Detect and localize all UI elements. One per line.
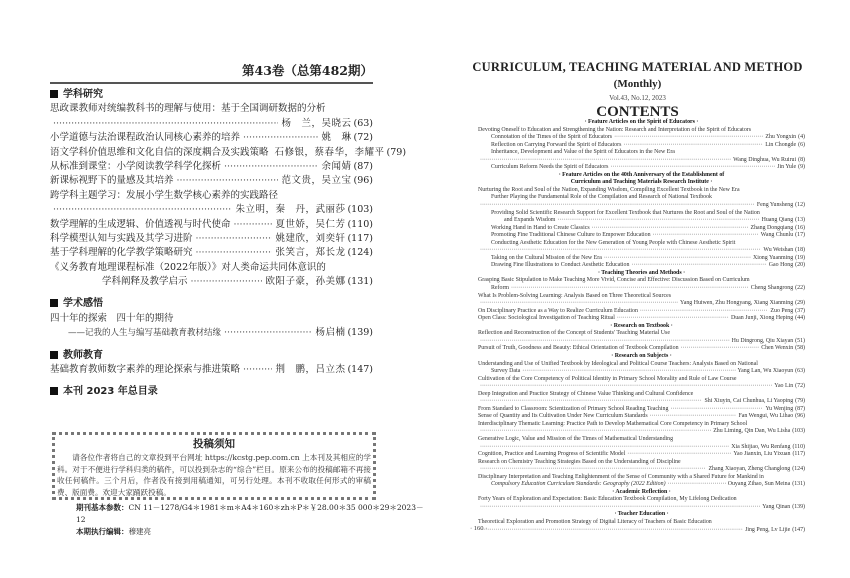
entry-page: (17): [795, 232, 805, 239]
entry-authors: Cheng Shangrong: [750, 285, 794, 292]
submission-notice-box: [52, 432, 376, 500]
leader-dots: [53, 203, 232, 217]
toc-line: [478, 376, 805, 384]
entry-title: 语文学科价值思维和文化自信的深度耦合及实践策略: [50, 146, 269, 158]
entry-page: (58): [795, 345, 805, 352]
leader-dots: [480, 202, 755, 210]
toc-line: [478, 368, 805, 376]
toc-line: [478, 149, 805, 157]
entry-title: 基础教育教师数字素养的理论探索与推进策略: [50, 364, 241, 376]
toc-line: [50, 261, 373, 275]
section-title: 本刊 2023 年总目录: [63, 386, 158, 398]
entry-authors: Yang Lan, Wu Xiaoyun: [737, 368, 794, 375]
section-heading: · Research on Textbook ·: [610, 322, 673, 329]
volume-info: Vol.43, No.12, 2023: [609, 94, 666, 102]
entry-authors: Xia Shijiao, Wu Renfang: [731, 443, 791, 450]
toc-line: [478, 519, 805, 527]
entry-title: Cognition, Practice and Learning Progress of Scientific Model: [478, 451, 626, 458]
toc-line: [478, 240, 805, 248]
section-title: 学科研究: [63, 89, 103, 100]
entry-page: (20): [795, 262, 805, 269]
toc-line: [50, 246, 373, 260]
entry-page: (103): [347, 204, 373, 216]
entry-title: 科学模型认知与实践及其学习进阶: [50, 232, 193, 244]
section-heading: · Teaching Theories and Methods ·: [597, 269, 686, 276]
toc-line: [478, 262, 805, 270]
entry-title: ——记我的人生与编写基础教育教材结缘: [68, 328, 222, 339]
toc-line: [478, 436, 805, 444]
leader-dots: [480, 300, 678, 308]
entry-authors: Yang Huiwen, Zhu Hongyang, Xiang Xianming: [680, 300, 794, 307]
entry-authors: 杨启楠: [315, 327, 346, 339]
toc-line: [478, 164, 805, 172]
entry-title: Compulsory Education Curriculum Standards: Geography (2022 Edition): [491, 481, 666, 488]
square-bullet-icon: [50, 387, 58, 395]
toc-line: [478, 391, 805, 399]
leader-dots: [53, 117, 278, 131]
leader-dots: [191, 275, 263, 289]
leader-dots: [614, 134, 763, 142]
entry-authors: Fan Wengui, Wu Lihao: [738, 413, 794, 420]
toc-line: [50, 363, 373, 377]
journal-title: CURRICULUM, TEACHING MATERIAL AND METHOD: [472, 60, 803, 74]
entry-authors: 夏世娇，吴仁芳: [275, 218, 346, 230]
toc-line: [50, 174, 373, 188]
entry-page: (131): [792, 481, 805, 488]
toc-line: [478, 428, 805, 436]
toc-line: [478, 127, 805, 135]
leader-dots: [243, 363, 272, 377]
leader-dots: [480, 504, 760, 512]
entry-title: 四十年的探索 四十年的期待: [50, 312, 174, 324]
section-heading: [50, 349, 373, 363]
entry-page: (18): [795, 247, 805, 254]
square-bullet-icon: [50, 90, 58, 98]
page-number: · 160 ·: [470, 525, 488, 532]
entry-authors: Wang Dinghua, Wu Ruirui: [733, 156, 797, 163]
leader-dots: [224, 160, 318, 174]
entry-page: (117): [347, 232, 373, 244]
leader-dots: [592, 225, 749, 233]
entry-title: 数学理解的生成逻辑、价值透视与时代使命: [50, 218, 231, 230]
toc-line: [50, 312, 373, 326]
entry-authors: Shi Xiuyin, Cai Chunhua, Li Yaoping: [704, 398, 794, 405]
entry-authors: 张笑言，郑长龙: [275, 247, 346, 259]
entry-page: (12): [795, 202, 805, 209]
entry-page: (139): [792, 503, 805, 510]
toc-line: [50, 117, 373, 131]
entry-page: (124): [792, 466, 805, 473]
leader-dots: [480, 527, 743, 535]
entry-authors: 姚建欣，刘奕轩: [275, 232, 346, 244]
entry-title: Working Hand in Hand to Create Classics: [491, 224, 590, 231]
entry-title: Research on Chemistry Teaching Strategies Based on the Understanding of Discipline: [478, 458, 681, 465]
leader-dots: [243, 131, 318, 145]
entry-page: (51): [795, 337, 805, 344]
entry-title: Cultivation of the Core Competency of Political Identity in Primary School Morality and Rule of Law Course: [478, 375, 737, 382]
entry-title: On Disciplinary Practice as a Way to Realize Curriculum Education: [478, 307, 638, 314]
toc-line: [478, 383, 805, 391]
toc-line: [50, 102, 373, 116]
entry-authors: 杨 兰，吴晓云: [281, 117, 352, 129]
entry-title: 新课标视野下的量感及其培养: [50, 175, 174, 187]
entry-authors: 欧阳子豪，孙美娜: [265, 276, 346, 288]
toc-line: [478, 255, 805, 263]
editor-label: 本期执行编辑：: [76, 527, 129, 536]
toc-line: [50, 146, 407, 160]
notice-body: 请各位作者将自己的文章投到平台网址 https://kcstg.pep.com.cn 上本刊及其相应的学科。对于不便进行学科归类的稿件，可以投到杂志的“综合”栏目。原来公布的投稿邮箱不再接收任何稿件。三个月后，作者没有接到用稿通知，可另行处理。本刊不收取任何形式的审稿费、版面费。欢迎大家踊跃投稿。: [57, 453, 371, 497]
entry-authors: 范文贵，吴立宝: [281, 175, 352, 187]
header-rule: [50, 82, 373, 84]
section-heading: · Feature Articles on the Spirit of Educators ·: [584, 119, 699, 125]
leader-dots: [480, 428, 711, 436]
leader-dots: [650, 413, 737, 421]
toc-line: [50, 218, 373, 232]
leader-dots: [604, 255, 751, 263]
toc-line: [478, 217, 805, 225]
entry-page: (72): [795, 383, 805, 390]
entry-title: Grasping Basic Stipulation to Make Teaching More Vivid, Concise and Effective: Discussion Based on Curriculum: [478, 277, 750, 284]
toc-line: [478, 285, 805, 293]
toc-line: [478, 277, 805, 285]
toc-line: [50, 160, 373, 174]
entry-title: Theoretical Exploration and Promotion Strategy of Digital Literacy of Teachers of Basic Education: [478, 518, 712, 525]
entry-page: (87): [353, 160, 373, 172]
entry-title: 基于学科理解的化学教学策略研究: [50, 247, 193, 259]
leader-dots: [480, 398, 702, 406]
leader-dots: [234, 218, 273, 232]
notice-title: 投稿须知: [193, 438, 235, 450]
entry-authors: Lin Chongde: [765, 141, 797, 148]
toc-line: [50, 131, 373, 145]
section-heading: [50, 297, 373, 311]
square-bullet-icon: [50, 299, 58, 307]
toc-line: [478, 527, 805, 535]
entry-page: (124): [347, 247, 373, 259]
toc-line: [478, 361, 805, 369]
entry-title: Open Class: Sociological Investigation of Teaching Ritual: [478, 315, 615, 322]
entry-title: 学科阐释及教学启示: [102, 276, 188, 288]
leader-dots: [522, 368, 735, 376]
leader-dots: [668, 481, 726, 489]
entry-authors: Hu Dingrong, Qiu Xiayan: [731, 337, 794, 344]
section-heading-cont: Curriculum and Teaching Materials Research Institute ·: [570, 179, 713, 186]
toc-line: [478, 466, 805, 474]
entry-authors: 石修银，蔡春华，李耀平: [274, 146, 385, 158]
entry-title: Taking on the Cultural Mission of the New Era: [491, 254, 602, 261]
entry-page: (110): [347, 218, 373, 230]
entry-authors: Chen Wenxin: [761, 345, 794, 352]
entry-page: (96): [795, 413, 805, 420]
leader-dots: [610, 164, 775, 172]
toc-line: [478, 210, 805, 218]
entry-authors: Wu Weishan: [763, 247, 794, 254]
frequency: (Monthly): [613, 78, 662, 90]
section-heading: · Research on Subjects ·: [611, 352, 672, 359]
entry-page: (63): [795, 368, 805, 375]
params-value: CN 11－1278/G4＊1981＊m＊A4＊160＊zh＊P＊￥28.00＊35 000＊29＊2023－12: [76, 503, 424, 524]
section-heading: · Feature Articles on the 40th Anniversary of the Establishment of: [558, 171, 725, 178]
entry-title: Nurturing the Root and Soul of the Nation, Expanding Wisdom, Compiling Excellent Textbook in the New Era: [478, 186, 740, 193]
right-page: [425, 0, 850, 578]
entry-authors: Xiong Yuanming: [752, 254, 794, 261]
toc-line: [478, 315, 805, 323]
toc-line: [478, 300, 805, 308]
entry-authors: Zhang Dongqiang: [750, 224, 794, 231]
toc-line: [478, 293, 805, 301]
toc-line: [478, 345, 805, 353]
params-label: 期刊基本参数：: [76, 503, 129, 512]
entry-page: (103): [792, 428, 805, 435]
entry-authors: 朱立明，秦 丹，武丽莎: [235, 204, 346, 216]
entry-authors: 荆 鹏，吕立杰: [275, 364, 346, 376]
leader-dots: [511, 285, 749, 293]
leader-dots: [617, 315, 729, 323]
section-title: 学术感悟: [63, 298, 103, 310]
leader-dots: [224, 326, 312, 340]
entry-title: What Is Problem-Solving Learning: Analysis Based on Three Theoretical Sources: [478, 292, 671, 299]
entry-authors: Huang Qiang: [761, 217, 794, 224]
entry-title: Further Playing the Fundamental Role of the Compilation and Research of National Textbook: [491, 194, 712, 201]
entry-page: (22): [795, 285, 805, 292]
entry-authors: Yao Jianxin, Liu Yixuan: [733, 451, 791, 458]
toc-line: [478, 451, 805, 459]
toc-line: [478, 225, 805, 233]
toc-line: [50, 232, 373, 246]
toc-line: [478, 444, 805, 452]
toc-line: [50, 275, 373, 289]
toc-line: [50, 326, 373, 340]
journal-parameters: [76, 502, 425, 538]
entry-title: From Standard to Classroom: Scientization of Primary School Reading Teaching: [478, 405, 669, 412]
leader-dots: [196, 246, 273, 260]
toc-line: [478, 194, 805, 202]
entry-authors: Gao Hong: [768, 262, 794, 269]
entry-authors: Feng Yunsheng: [756, 202, 794, 209]
entry-title: Sense of Quantity and Its Cultivation Under New Curriculum Standards: [478, 413, 648, 420]
entry-title: Forty Years of Exploration and Expectation: Basic Education Textbook Compilation, My Lifelong Dedication: [478, 496, 737, 503]
toc-line: [50, 203, 373, 217]
toc-line: [478, 421, 805, 429]
entry-title: Inheritance, Development and Value of the Spirit of Educators in the New Era: [491, 149, 675, 156]
entry-title: Reflection on Carrying Forward the Spirit of Educators: [491, 141, 622, 148]
entry-title: Pursuit of Truth, Goodness and Beauty: Ethical Orientation of Textbook Compilation: [478, 345, 679, 352]
leader-dots: [670, 406, 763, 414]
toc-line: [478, 247, 805, 255]
entry-page: (79): [795, 398, 805, 405]
toc-line: [478, 398, 805, 406]
toc-line: [478, 504, 805, 512]
entry-page: (117): [792, 451, 805, 458]
entry-page: (9): [798, 164, 805, 171]
entry-title: Generative Logic, Value and Mission of the Times of Mathematical Understanding: [478, 435, 674, 442]
entry-page: (44): [795, 315, 805, 322]
volume-header: 第43卷（总第482期）: [242, 63, 373, 78]
entry-page: (19): [795, 254, 805, 261]
entry-page: (110): [792, 443, 805, 450]
toc-line: [478, 134, 805, 142]
section-title: 教师教育: [63, 349, 103, 361]
leader-dots: [177, 174, 279, 188]
section-heading: [50, 385, 373, 399]
section-heading: · Teacher Education ·: [614, 511, 669, 518]
leader-dots: [681, 345, 760, 353]
entry-authors: Yang Qinan: [762, 503, 791, 510]
entry-title: Reform: [491, 285, 509, 292]
leader-dots: [627, 451, 731, 459]
english-table-of-contents: [478, 119, 805, 534]
entry-page: (6): [798, 141, 805, 148]
toc-line: [478, 232, 805, 240]
entry-page: (147): [792, 526, 805, 533]
entry-authors: Zhu Liming, Qin Dan, Wu Lisha: [713, 428, 791, 435]
entry-page: (96): [353, 175, 373, 187]
editor-value: 穆建亮: [128, 527, 151, 536]
entry-title: Understanding and Use of Unified Textbook by Ideological and Political Course Teachers: Analysis Based on National: [478, 360, 758, 367]
entry-authors: Yu Wenjing: [765, 405, 794, 412]
toc-line: [478, 496, 805, 504]
entry-title: Drawing Fine Illustrations to Conduct Aesthetic Education: [491, 262, 630, 269]
leader-dots: [480, 383, 772, 391]
leader-dots: [480, 466, 706, 474]
entry-title: 思政课教师对统编教科书的理解与使用：基于全国调研数据的分析: [50, 103, 326, 115]
leader-dots: [480, 247, 761, 255]
entry-page: (147): [347, 364, 373, 376]
toc-line: [478, 481, 805, 489]
leader-dots: [480, 444, 729, 452]
leader-dots: [631, 262, 766, 270]
entry-title: Devoting Oneself to Education and Strengthening the Nation: Research and Interpretation of the Spirit of Educators: [478, 126, 752, 133]
entry-title: Disciplinary Interpretation and Teaching Enlightenment of the Sense of Community with a Shared Future for Mankind in: [478, 473, 764, 480]
toc-line: [478, 202, 805, 210]
entry-authors: Ouyang Zihao, Sun Meina: [727, 481, 791, 488]
entry-authors: Zuo Peng: [770, 307, 794, 314]
entry-title: Connotation of the Times of the Spirit of Educators: [491, 134, 613, 141]
entry-page: (13): [795, 217, 805, 224]
entry-page: (79): [386, 146, 407, 158]
entry-page: (37): [795, 307, 805, 314]
entry-page: (16): [795, 224, 805, 231]
toc-line: [478, 413, 805, 421]
entry-authors: Zhang Xiaoyan, Zheng Changlong: [708, 466, 791, 473]
section-heading: · Academic Reflection ·: [612, 488, 671, 495]
entry-authors: Zhu Yongxin: [765, 134, 797, 141]
entry-title: Curriculum Reform Needs the Spirit of Educators: [491, 164, 609, 171]
entry-title: Promoting Fine Traditional Chinese Culture to Empower Education: [491, 232, 651, 239]
leader-dots: [653, 232, 759, 240]
toc-line: [478, 459, 805, 467]
entry-title: 跨学科主题学习：发展小学生数学核心素养的实践路径: [50, 189, 279, 201]
entry-title: and Expands Wisdom: [504, 217, 556, 224]
entry-title: Providing Solid Scientific Research Support for Excellent Textbook that Nurtures the Root and Soul of the Nation: [491, 209, 760, 216]
entry-title: Deep Integration and Practice Strategy of Chinese Value Thinking and Cultural Confidence: [478, 390, 694, 397]
entry-title: 小学道德与法治课程政治认同核心素养的培养: [50, 132, 241, 144]
entry-page: (8): [798, 156, 805, 163]
entry-page: (131): [347, 276, 373, 288]
entry-page: (29): [795, 300, 805, 307]
entry-authors: Jin Yule: [777, 164, 797, 171]
entry-authors: 姚 琳: [321, 132, 352, 144]
entry-title: 从标准到课堂：小学阅读教学科学化探析: [50, 160, 222, 172]
toc-line: [478, 330, 805, 338]
entry-authors: Wang Chunlu: [760, 232, 794, 239]
entry-title: Interdisciplinary Thematic Learning: Practice Path to Develop Mathematical Core Competency in Primary School: [478, 420, 748, 427]
entry-title: Conducting Aesthetic Education for the New Generation of Young People with Chinese Aesthetic Spirit: [491, 239, 736, 246]
entry-authors: Jing Peng, Lv Lijie: [745, 526, 791, 533]
leader-dots: [196, 232, 273, 246]
entry-page: (63): [353, 117, 373, 129]
leader-dots: [640, 308, 769, 316]
entry-authors: 余闻婧: [321, 160, 352, 172]
entry-title: Reflection and Reconstruction of the Concept of Students' Teaching Material Use: [478, 330, 670, 337]
section-heading: [50, 88, 373, 102]
square-bullet-icon: [50, 351, 58, 359]
entry-authors: Yao Lin: [774, 383, 794, 390]
chinese-table-of-contents: [50, 88, 407, 400]
entry-title: 《义务教育地理课程标准（2022年版）》对人类命运共同体意识的: [50, 261, 326, 273]
toc-line: [50, 189, 373, 203]
entry-title: Survey Data: [491, 368, 521, 375]
entry-page: (87): [795, 405, 805, 412]
entry-page: (139): [347, 327, 373, 339]
entry-authors: Duan Junji, Xiong Heping: [730, 315, 794, 322]
leader-dots: [557, 217, 759, 225]
entry-page: (72): [353, 132, 373, 144]
entry-page: (4): [798, 134, 805, 141]
contents-heading: CONTENTS: [596, 104, 679, 120]
